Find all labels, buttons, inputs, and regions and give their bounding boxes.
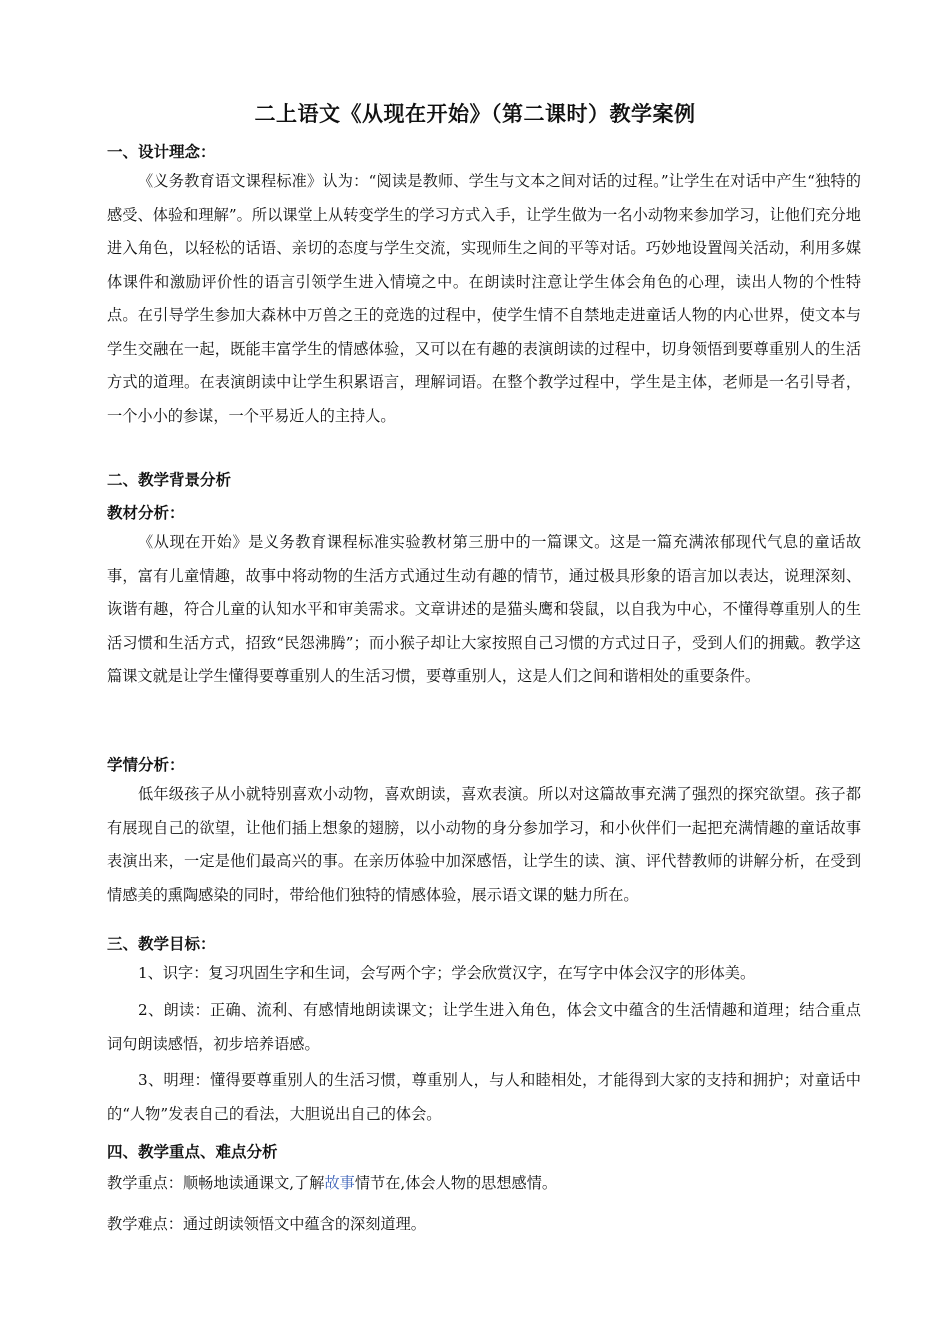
- difficult-point-line: 教学难点：通过朗读领悟文中蕴含的深刻道理。: [107, 1215, 426, 1233]
- goal-1: 1、识字：复习巩固生字和生词，会写两个字；学会欣赏汉字，在写字中体会汉字的形体美。: [138, 964, 756, 982]
- key-point-text-b: 情节在,体会人物的思想感情。: [354, 1174, 558, 1192]
- key-point-text-a: 教学重点：顺畅地读通课文,了解: [107, 1174, 325, 1192]
- section-4-heading: 四、教学重点、难点分析: [107, 1143, 278, 1161]
- key-point-line: [107, 1172, 557, 1193]
- section-2-heading: 二、教学背景分析: [107, 471, 232, 489]
- section-3-heading: 三、教学目标：: [107, 935, 216, 953]
- textbook-analysis-body: 《从现在开始》是义务教育课程标准实验教材第三册中的一篇课文。这是一篇充满浓郁现代气息的童话故事，富有儿童情趣，故事中将动物的生活方式通过生动有趣的情节，通过极具形象的语言加以表达，说理深刻、诙谐有趣，符合儿童的认知水平和审美需求。文章讲述的是猫头鹰和袋鼠，以自我为中心，不懂得尊重别人的生活习惯和生活方式，招致“民怨沸腾”；而小猴子却让大家按照自己习惯的方式过日子，受到人们的拥戴。教学这篇课文就是让学生懂得要尊重别人的生活习惯，要尊重别人，这是人们之间和谐相处的重要条件。: [107, 533, 861, 685]
- subheading-textbook-analysis: 教材分析：: [107, 504, 185, 522]
- section-1-body: 《义务教育语文课程标准》认为：“阅读是教师、学生与文本之间对话的过程。”让学生在对话中产生“独特的感受、体验和理解”。所以课堂上从转变学生的学习方式入手，让学生做为一名小动物来参加学习，让他们充分地进入角色，以轻松的话语、亲切的态度与学生交流，实现师生之间的平等对话。巧妙地设置闯关活动，利用多媒体课件和激励评价性的语言引领学生进入情境之中。在朗读时注意让学生体会角色的心理，读出人物的个性特点。在引导学生参加大森林中万兽之王的竞选的过程中，使学生情不自禁地走进童话人物的内心世界，使文本与学生交融在一起，既能丰富学生的情感体验，又可以在有趣的表演朗读的过程中，切身领悟到要尊重别人的生活方式的道理。在表演朗读中让学生积累语言，理解词语。在整个教学过程中，学生是主体，老师是一名引导者，一个小小的参谋，一个平易近人的主持人。: [107, 172, 861, 425]
- story-link[interactable]: 故事: [324, 1174, 355, 1192]
- goal-2: 2、朗读：正确、流利、有感情地朗读课文；让学生进入角色，体会文中蕴含的生活情趣和道理；结合重点词句朗读感悟，初步培养语感。: [107, 1001, 861, 1053]
- section-1-heading: 一、设计理念：: [107, 143, 216, 161]
- subheading-learner-analysis: 学情分析：: [107, 756, 185, 774]
- learner-analysis-body: 低年级孩子从小就特别喜欢小动物，喜欢朗读，喜欢表演。所以对这篇故事充满了强烈的探究欲望。孩子都有展现自己的欲望，让他们插上想象的翅膀，以小动物的身分参加学习，和小伙伴们一起把充满情趣的童话故事表演出来，一定是他们最高兴的事。在亲历体验中加深感悟，让学生的读、演、评代替教师的讲解分析，在受到情感美的熏陶感染的同时，带给他们独特的情感体验，展示语文课的魅力所在。: [107, 785, 861, 904]
- goal-3: 3、明理：懂得要尊重别人的生活习惯，尊重别人，与人和睦相处，才能得到大家的支持和拥护；对童话中的“人物”发表自己的看法，大胆说出自己的体会。: [107, 1071, 861, 1123]
- document-title: 二上语文《从现在开始》（第二课时）教学案例: [254, 102, 696, 126]
